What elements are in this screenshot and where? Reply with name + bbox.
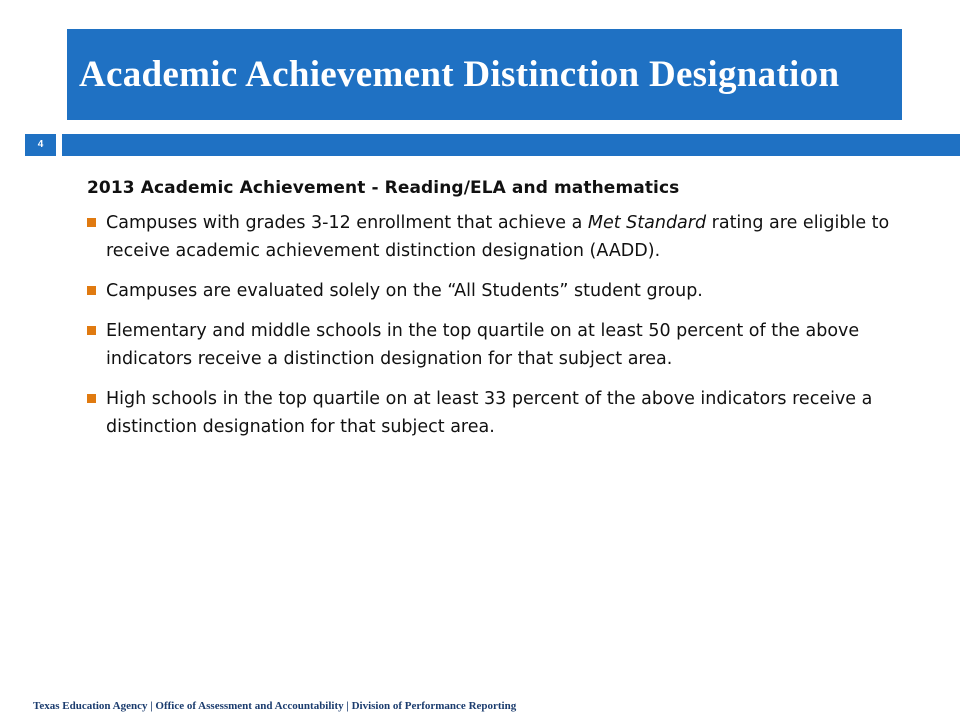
- square-bullet-icon: [87, 286, 96, 295]
- slide-number: 4: [25, 134, 56, 156]
- bullet-item: [87, 317, 917, 373]
- slide-title: Academic Achievement Distinction Designation: [79, 54, 840, 95]
- footer-text: Texas Education Agency | Office of Assessment and Accountability | Division of Performance Reporting: [33, 700, 517, 712]
- bullet-item: [87, 277, 917, 305]
- bullet-text: High schools in the top quartile on at least 33 percent of the above indicators receive a distinction designation for that subject area.: [106, 389, 873, 437]
- square-bullet-icon: [87, 394, 96, 403]
- bullet-text: Campuses are evaluated solely on the “All Students” student group.: [106, 281, 703, 301]
- slide-content: [87, 178, 917, 453]
- subheading: 2013 Academic Achievement - Reading/ELA and mathematics: [87, 178, 680, 198]
- bullet-text-after: rating are eligible to receive academic achievement distinction designation (AADD).: [106, 213, 890, 261]
- bullet-text-emphasis: Met Standard: [587, 213, 707, 233]
- bullet-text: Elementary and middle schools in the top quartile on at least 50 percent of the above indicators receive a distinction designation for that subject area.: [106, 321, 860, 369]
- square-bullet-icon: [87, 326, 96, 335]
- title-bar: [67, 29, 902, 120]
- bullet-list: [87, 209, 917, 441]
- bullet-text-before: Campuses with grades 3-12 enrollment that achieve a: [106, 213, 588, 233]
- bullet-item: [87, 209, 917, 265]
- square-bullet-icon: [87, 218, 96, 227]
- bullet-item: [87, 385, 917, 441]
- header-band: [62, 134, 960, 156]
